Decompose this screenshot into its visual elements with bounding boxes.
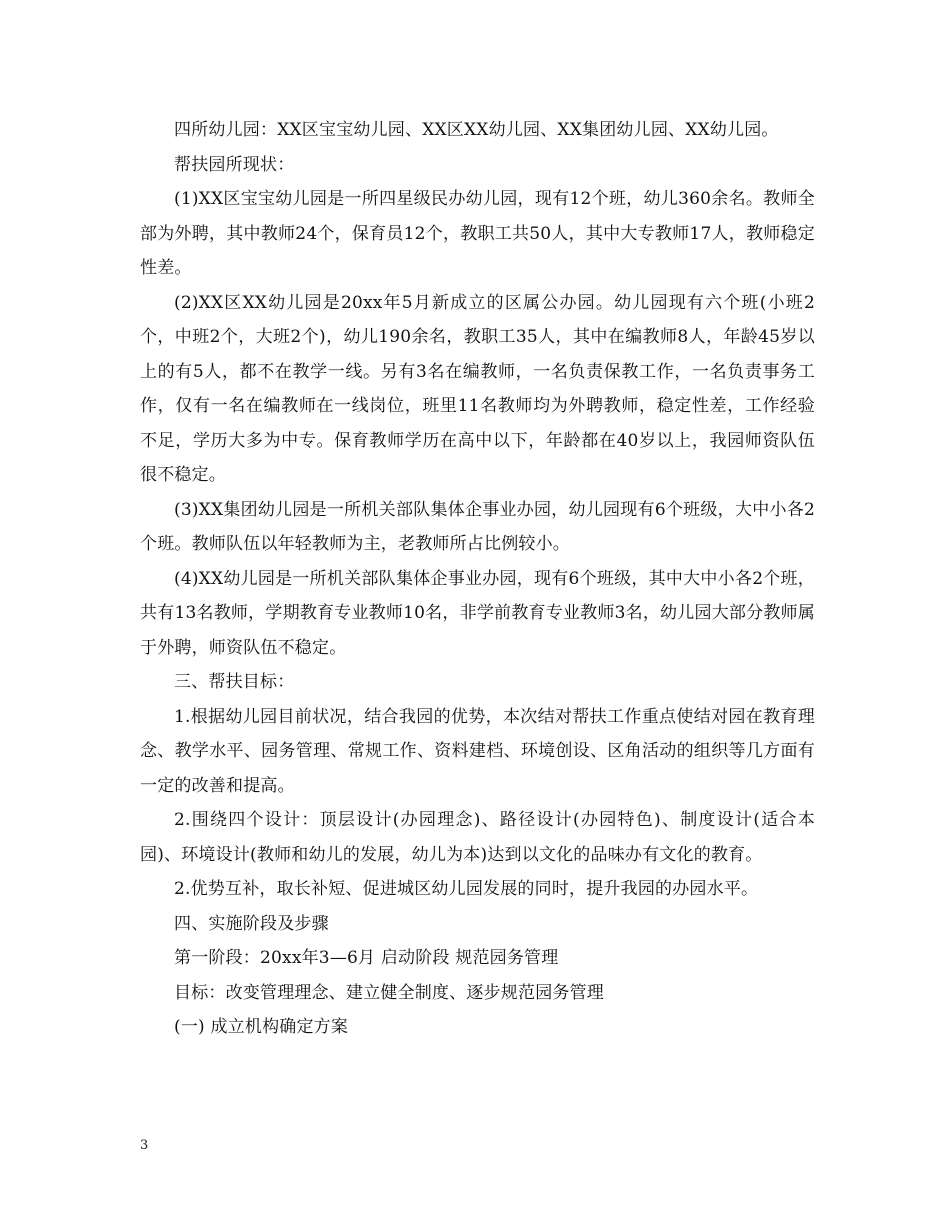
paragraph-phase-one-goal: 目标：改变管理理念、建立健全制度、逐步规范园务管理 (174, 982, 604, 1003)
paragraph-kindergartens-list: 四所幼儿园：XX区宝宝幼儿园、XX区XX幼儿园、XX集团幼儿园、XX幼儿园。 (174, 120, 779, 140)
paragraph-goal-3: 2.优势互补，取长补短、促进城区幼儿园发展的同时，提升我园的办园水平。 (174, 879, 759, 899)
paragraph-status-1: (1)XX区宝宝幼儿园是一所四星级民办幼儿园，现有12个班，幼儿360余名。教师全部为外聘，其中教师24个，保育员12个，教职工共50人，其中大专教师17人，教师稳定性差。 (140, 189, 815, 278)
section-heading-implementation: 四、实施阶段及步骤 (174, 913, 329, 934)
document-body (140, 113, 815, 1045)
paragraph-phase-one: 第一阶段：20xx年3—6月 启动阶段 规范园务管理 (174, 948, 559, 968)
paragraph-status-3: (3)XX集团幼儿园是一所机关部队集体企事业办园，幼儿园现有6个班级，大中小各2个班。教师队伍以年轻教师为主，老教师所占比例较小。 (140, 499, 815, 554)
paragraph-goal-1: 1.根据幼儿园目前状况，结合我园的优势，本次结对帮扶工作重点使结对园在教育理念、教学水平、园务管理、常规工作、资料建档、环境创设、区角活动的组织等几方面有一定的改善和提高。 (140, 706, 815, 796)
section-heading-goals: 三、帮扶目标： (174, 672, 295, 692)
paragraph-status-2: (2)XX区XX幼儿园是20xx年5月新成立的区属公办园。幼儿园现有六个班(小班2个，中班2个，大班2个)，幼儿190余名，教职工35人，其中在编教师8人，年龄45岁以上的有5人，都不在教学一线。另有3名在编教师，一名负责保教工作，一名负责事务工作，仅有一名在编教师在一线岗位，班里11名教师均为外聘教师，稳定性差，工作经验不足，学历大多为中专。保育教师学历在高中以下，年龄都在40岁以上，我园师资队伍很不稳定。 (140, 292, 815, 485)
paragraph-goal-2: 2.围绕四个设计：顶层设计(办园理念)、路径设计(办园特色)、制度设计(适合本园)、环境设计(教师和幼儿的发展，幼儿为本)达到以文化的品味办有文化的教育。 (140, 810, 815, 865)
paragraph-current-status-heading: 帮扶园所现状： (174, 154, 295, 175)
paragraph-phase-one-step: (一) 成立机构确定方案 (174, 1017, 349, 1037)
paragraph-status-4: (4)XX幼儿园是一所机关部队集体企事业办园，现有6个班级，其中大中小各2个班，共有13名教师，学期教育专业教师10名，非学前教育专业教师3名，幼儿园大部分教师属于外聘，师资队伍不稳定。 (140, 568, 815, 658)
page-number: 3 (140, 1138, 149, 1153)
